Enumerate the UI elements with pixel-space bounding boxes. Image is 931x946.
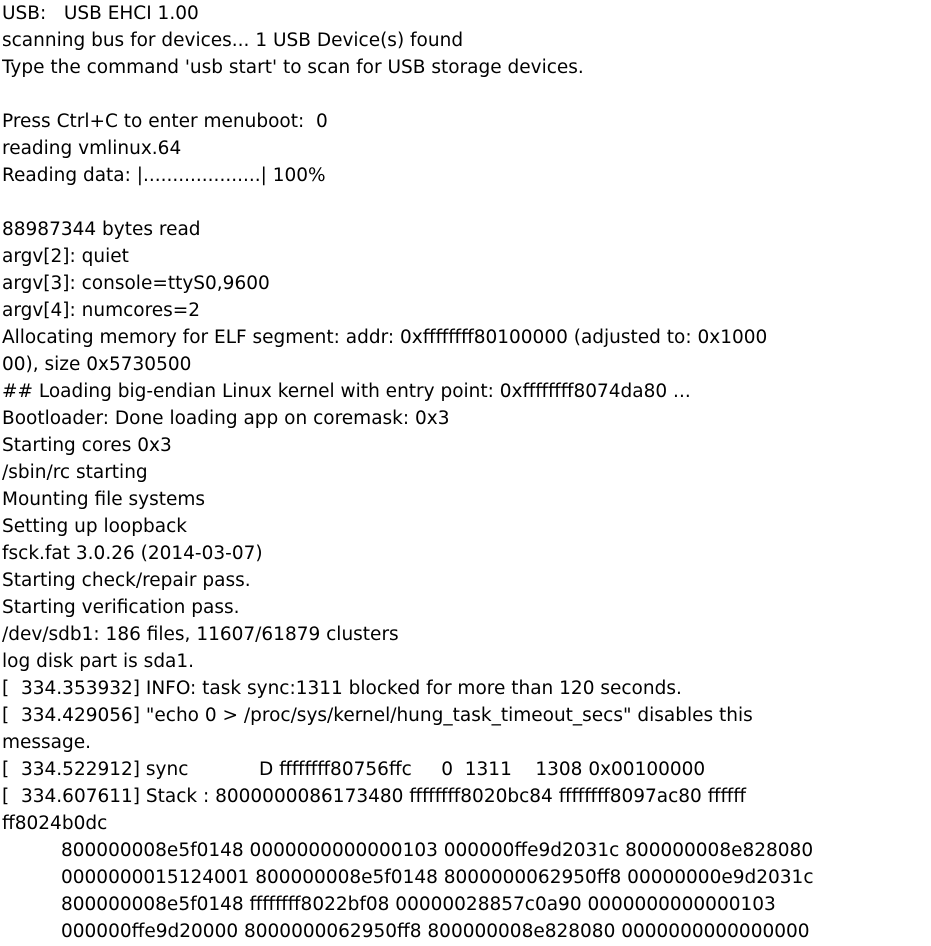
console-line: /sbin/rc starting <box>2 462 148 483</box>
console-line: scanning bus for devices... 1 USB Device(s) found <box>2 30 464 51</box>
console-line: log disk part is sda1. <box>2 651 195 672</box>
console-line: reading vmlinux.64 <box>2 138 182 159</box>
console-line: Starting cores 0x3 <box>2 435 172 456</box>
console-line: Starting check/repair pass. <box>2 570 251 591</box>
console-line: message. <box>2 732 92 753</box>
console-line: [ 334.429056] "echo 0 > /proc/sys/kernel/hung_task_timeout_secs" disables this <box>2 705 753 726</box>
stack-dump-line: 0000000015124001 800000008e5f0148 8000000062950ff8 00000000e9d2031c <box>61 867 814 888</box>
console-line: Type the command 'usb start' to scan for USB storage devices. <box>2 57 584 78</box>
console-line: ff8024b0dc <box>2 813 108 834</box>
console-line: [ 334.522912] sync D ffffffff80756ffc 0 1311 1308 0x00100000 <box>2 759 706 780</box>
console-line: Mounting file systems <box>2 489 206 510</box>
console-line: Allocating memory for ELF segment: addr: 0xffffffff80100000 (adjusted to: 0x1000 <box>2 327 768 348</box>
console-line: Starting verification pass. <box>2 597 240 618</box>
stack-dump-line: 800000008e5f0148 ffffffff8022bf08 00000028857c0a90 0000000000000103 <box>61 894 776 915</box>
console-line: argv[3]: console=ttyS0,9600 <box>2 273 270 294</box>
console-line: 00), size 0x5730500 <box>2 354 192 375</box>
console-line: Reading data: |....................| 100% <box>2 165 326 186</box>
console-line: 88987344 bytes read <box>2 219 201 240</box>
console-line: argv[2]: quiet <box>2 246 129 267</box>
console-line: /dev/sdb1: 186 files, 11607/61879 clusters <box>2 624 399 645</box>
console-line: ## Loading big-endian Linux kernel with entry point: 0xffffffff8074da80 ... <box>2 381 691 402</box>
stack-dump-line: 800000008e5f0148 0000000000000103 000000ffe9d2031c 800000008e828080 <box>61 840 814 861</box>
stack-dump-line: 000000ffe9d20000 8000000062950ff8 800000008e828080 0000000000000000 <box>61 921 810 942</box>
console-line: argv[4]: numcores=2 <box>2 300 201 321</box>
console-line: Press Ctrl+C to enter menuboot: 0 <box>2 111 328 132</box>
console-line <box>2 189 927 216</box>
console-line: fsck.fat 3.0.26 (2014-03-07) <box>2 543 263 564</box>
console-line: [ 334.607611] Stack : 8000000086173480 ffffffff8020bc84 ffffffff8097ac80 ffffff <box>2 786 746 807</box>
console-output <box>2 0 927 945</box>
console-line: Bootloader: Done loading app on coremask: 0x3 <box>2 408 450 429</box>
console-line: [ 334.353932] INFO: task sync:1311 blocked for more than 120 seconds. <box>2 678 682 699</box>
console-line <box>2 81 927 108</box>
console-line: Setting up loopback <box>2 516 187 537</box>
console-line: USB: USB EHCI 1.00 <box>2 3 199 24</box>
